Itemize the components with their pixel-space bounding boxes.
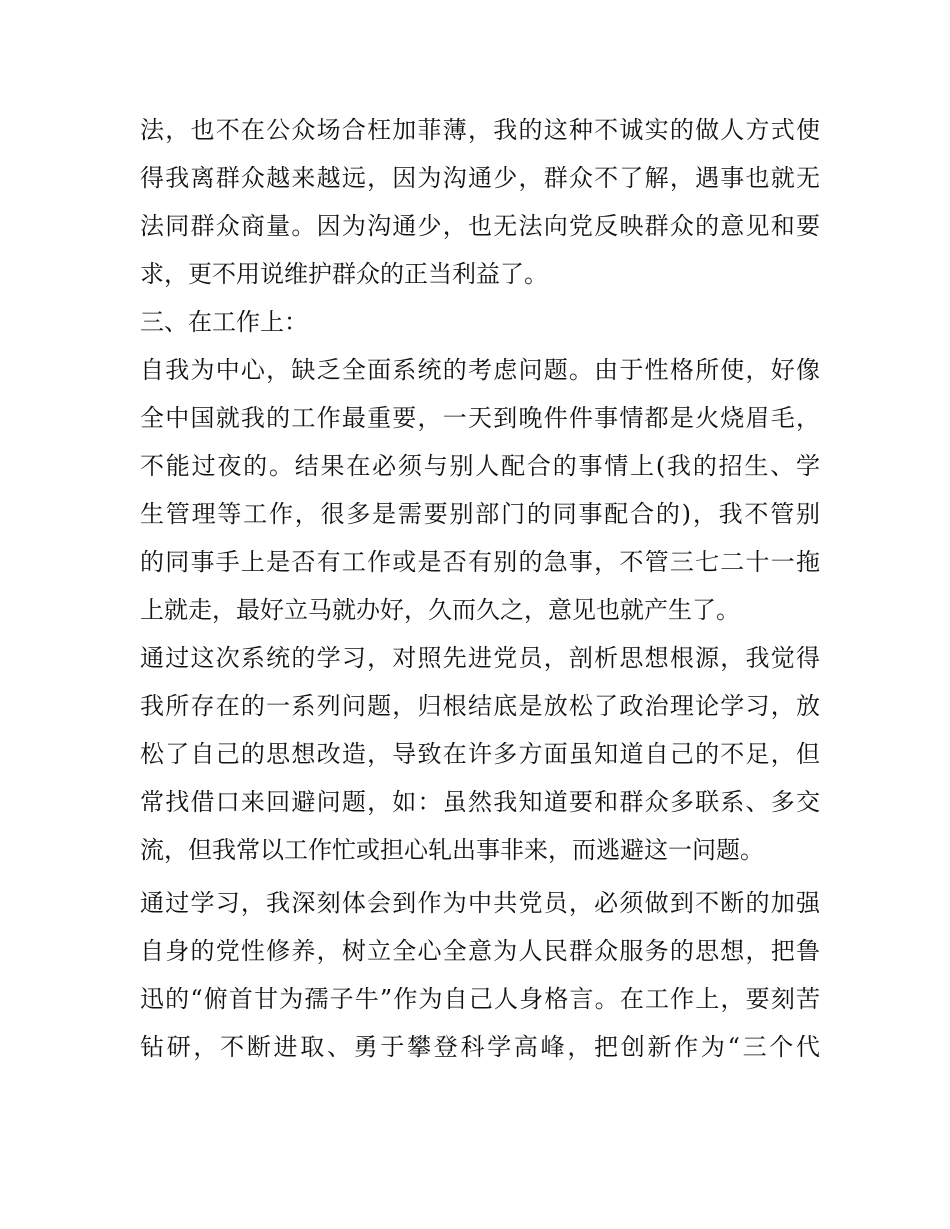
text-line: 通过学习，我深刻体会到作为中共党员，必须做到不断的加强 <box>140 889 820 917</box>
text-line: 迅的“俯首甘为孺子牛”作为自己人身格言。在工作上，要刻苦 <box>140 985 820 1013</box>
text-line: 流，但我常以工作忙或担心轧出事非来，而逃避这一问题。 <box>140 836 764 864</box>
text-line: 我所存在的一系列问题，归根结底是放松了政治理论学习，放 <box>140 692 820 720</box>
text-line: 钻研，不断进取、勇于攀登科学高峰，把创新作为“三个代 <box>140 1033 820 1061</box>
section-heading: 三、在工作上： <box>140 308 308 336</box>
text-line: 得我离群众越来越远，因为沟通少，群众不了解，遇事也就无 <box>140 164 820 192</box>
text-line: 全中国就我的工作最重要，一天到晚件件事情都是火烧眉毛， <box>140 404 820 432</box>
text-line: 法，也不在公众场合枉加菲薄，我的这种不诚实的做人方式使 <box>140 116 820 144</box>
text-line: 生管理等工作，很多是需要别部门的同事配合的)，我不管别 <box>140 500 820 528</box>
text-line: 通过这次系统的学习，对照先进党员，剖析思想根源，我觉得 <box>140 644 820 672</box>
text-line: 松了自己的思想改造，导致在许多方面虽知道自己的不足，但 <box>140 740 820 768</box>
text-line: 上就走，最好立马就办好，久而久之，意见也就产生了。 <box>140 596 740 624</box>
text-line: 常找借口来回避问题，如：虽然我知道要和群众多联系、多交 <box>140 788 820 816</box>
text-line: 法同群众商量。因为沟通少，也无法向党反映群众的意见和要 <box>140 212 820 240</box>
text-line: 自身的党性修养，树立全心全意为人民群众服务的思想，把鲁 <box>140 937 820 965</box>
text-line: 求，更不用说维护群众的正当利益了。 <box>140 260 548 288</box>
text-line: 不能过夜的。结果在必须与别人配合的事情上(我的招生、学 <box>140 452 820 480</box>
text-line: 的同事手上是否有工作或是否有别的急事，不管三七二十一拖 <box>140 548 820 576</box>
text-line: 自我为中心，缺乏全面系统的考虑问题。由于性格所使，好像 <box>140 356 820 384</box>
document-body <box>140 106 820 1071</box>
